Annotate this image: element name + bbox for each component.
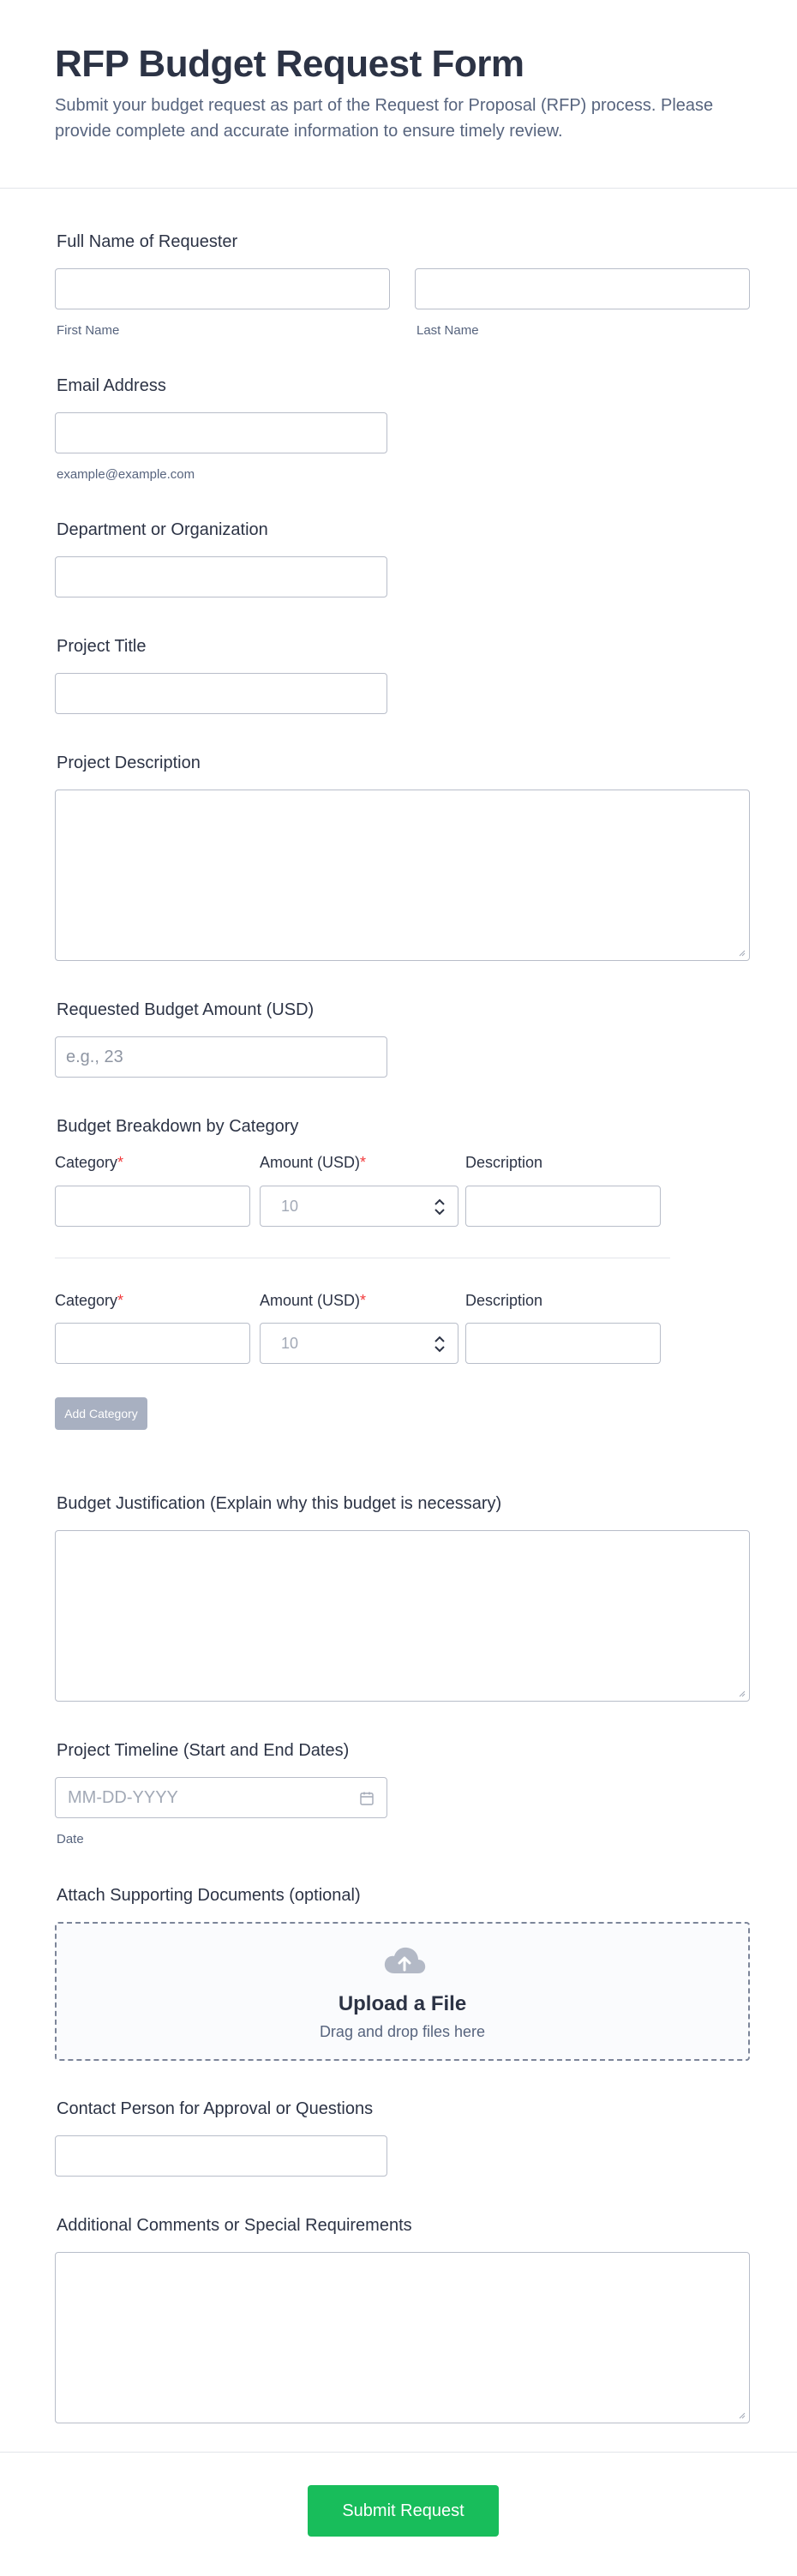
stepper-icon[interactable] (434, 1334, 446, 1354)
date-sublabel: Date (57, 1832, 84, 1846)
full-name-label: Full Name of Requester (57, 232, 238, 251)
amount-input-row-1[interactable] (260, 1186, 458, 1227)
upload-title: Upload a File (338, 1992, 467, 2015)
amount-value: 10 (281, 1198, 299, 1215)
amount-label-row-1: Amount (USD)* (260, 1154, 367, 1171)
amount-label-row-2: Amount (USD)* (260, 1292, 367, 1309)
form-subtitle: Submit your budget request as part of the Request for Proposal (RFP) process. Please provide complete and accurate information to ensure timely review. (55, 96, 714, 141)
contact-label: Contact Person for Approval or Questions (57, 2099, 374, 2118)
file-upload-dropzone[interactable] (55, 1922, 750, 2061)
submit-button[interactable]: Submit Request (308, 2485, 499, 2537)
timeline-date-field[interactable] (55, 1777, 387, 1818)
cloud-upload-icon (382, 1944, 427, 1977)
add-category-button[interactable]: Add Category (55, 1397, 147, 1430)
project-description-textarea[interactable] (55, 790, 750, 961)
first-name-sublabel: First Name (57, 323, 120, 338)
upload-subtitle: Drag and drop files here (319, 2023, 486, 2040)
required-mark: * (360, 1154, 367, 1171)
description-input-row-2[interactable] (465, 1323, 661, 1364)
comments-textarea[interactable] (55, 2252, 750, 2423)
department-input[interactable] (55, 556, 387, 597)
form-header (0, 0, 797, 189)
project-title-input[interactable] (55, 673, 387, 714)
date-placeholder: MM-DD-YYYY (68, 1788, 178, 1807)
stepper-icon[interactable] (434, 1197, 446, 1217)
category-label-row-2: Category* (55, 1292, 124, 1309)
justification-textarea[interactable] (55, 1530, 750, 1702)
resize-grip-icon[interactable] (737, 1689, 746, 1697)
amount-input-row-2[interactable] (260, 1323, 458, 1364)
attachments-label: Attach Supporting Documents (optional) (57, 1886, 361, 1905)
category-input-row-1[interactable] (55, 1186, 250, 1227)
budget-amount-label: Requested Budget Amount (USD) (57, 1000, 315, 1019)
resize-grip-icon[interactable] (737, 948, 746, 957)
email-label: Email Address (57, 376, 166, 395)
required-mark: * (117, 1292, 124, 1309)
contact-input[interactable] (55, 2135, 387, 2177)
description-input-row-1[interactable] (465, 1186, 661, 1227)
budget-amount-input[interactable] (55, 1036, 387, 1078)
description-label-row-2: Description (465, 1292, 543, 1309)
resize-grip-icon[interactable] (737, 2411, 746, 2419)
project-title-label: Project Title (57, 637, 147, 656)
email-input[interactable] (55, 412, 387, 453)
email-sublabel: example@example.com (57, 467, 195, 482)
breakdown-label: Budget Breakdown by Category (57, 1117, 299, 1136)
category-input-row-2[interactable] (55, 1323, 250, 1364)
comments-label: Additional Comments or Special Requirements (57, 2216, 412, 2235)
footer-divider (0, 2452, 797, 2453)
timeline-label: Project Timeline (Start and End Dates) (57, 1741, 350, 1760)
project-description-label: Project Description (57, 754, 201, 772)
first-name-input[interactable] (55, 268, 390, 309)
required-mark: * (117, 1154, 124, 1171)
form-title: RFP Budget Request Form (55, 43, 524, 85)
description-label-row-1: Description (465, 1154, 543, 1171)
amount-value: 10 (281, 1335, 299, 1352)
justification-label: Budget Justification (Explain why this budget is necessary) (57, 1494, 502, 1513)
last-name-input[interactable] (415, 268, 750, 309)
required-mark: * (360, 1292, 367, 1309)
category-label-row-1: Category* (55, 1154, 124, 1171)
calendar-icon[interactable] (359, 1791, 375, 1806)
department-label: Department or Organization (57, 520, 268, 539)
last-name-sublabel: Last Name (416, 323, 479, 338)
